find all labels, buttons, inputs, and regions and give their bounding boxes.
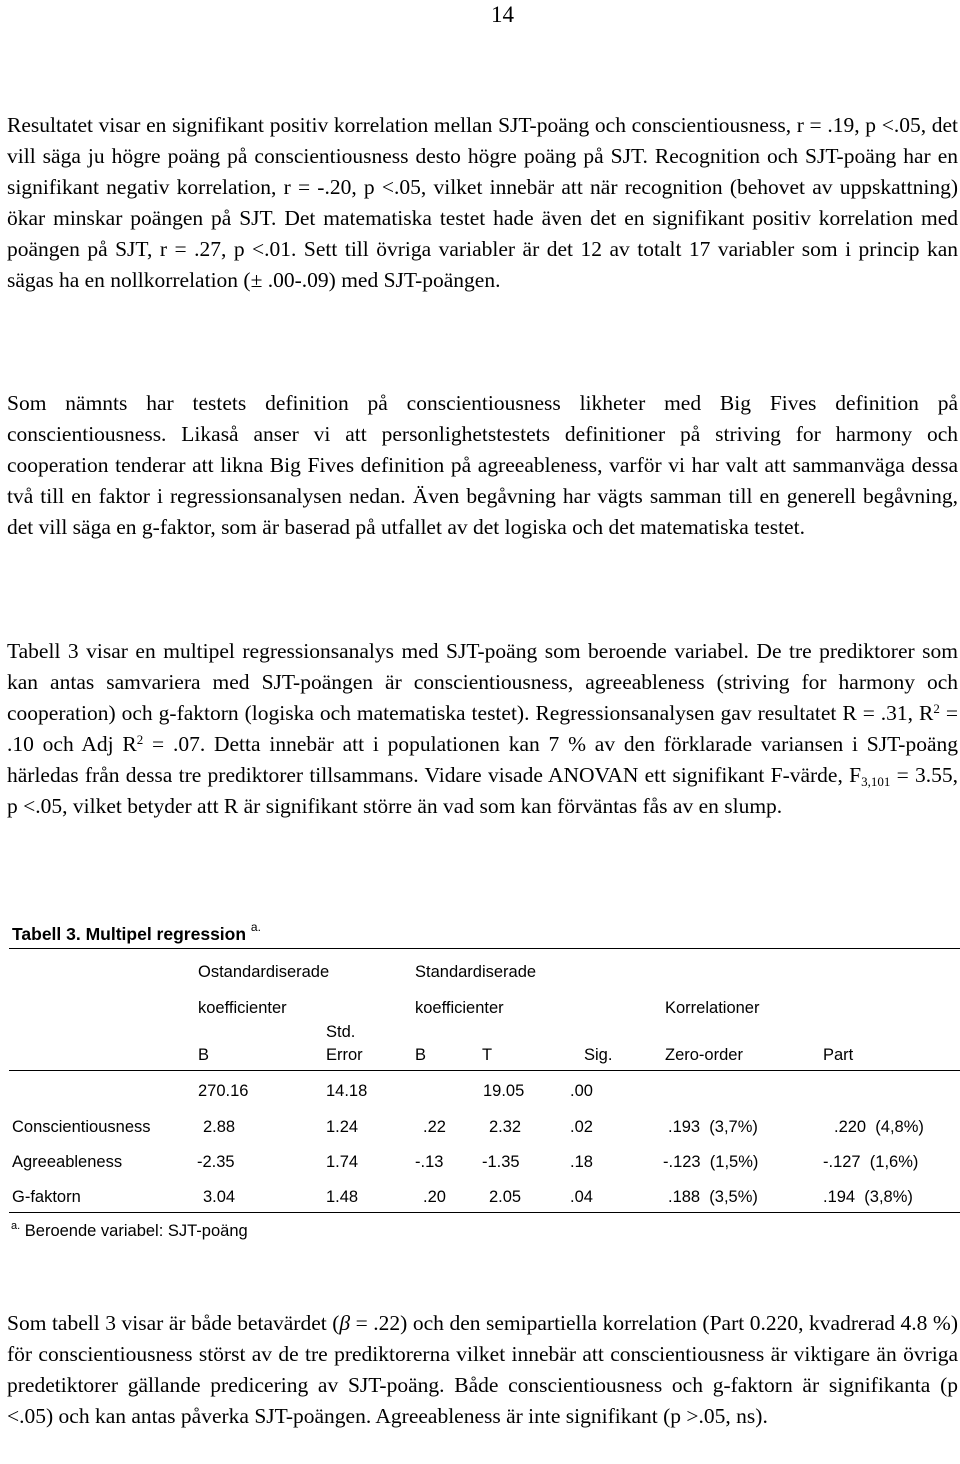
cell-part: .220 (4,8%) — [834, 1118, 924, 1136]
cell-sig: .04 — [570, 1188, 593, 1206]
table-bottom-rule — [9, 1212, 960, 1213]
cell-sig: .00 — [570, 1082, 593, 1100]
cell-b: 270.16 — [198, 1082, 249, 1100]
header-group-standardized: Standardiserade — [415, 963, 537, 981]
header-std-top: Std. — [326, 1023, 356, 1041]
header-t: T — [482, 1046, 493, 1064]
cell-beta: .20 — [423, 1188, 446, 1206]
cell-t: 2.05 — [489, 1188, 522, 1206]
header-group-correlations: Korrelationer — [665, 999, 760, 1017]
cell-zero-order: .193 (3,7%) — [668, 1118, 758, 1136]
cell-se: 1.74 — [326, 1153, 359, 1171]
cell-beta: .22 — [423, 1118, 446, 1136]
header-beta: B — [415, 1046, 427, 1064]
header-group-unstandardized: Ostandardiserade — [198, 963, 330, 981]
row-label: Agreeableness — [12, 1153, 123, 1171]
cell-sig: .18 — [570, 1153, 593, 1171]
paragraph-interpretation: Som tabell 3 visar är både betavärdet (β = .22) och den semipartiella korrelation (Part 0.220, kvadrerad 4.8 %) för conscientiousness störst av de tre prediktorerna vilket innebär att conscientiousness är viktigare än övriga predetiktorer gällande predicering av SJT-poäng. Både conscientiousness och g-faktorn är signifikanta (p <.05) och kan antas påverka SJT-poängen. Agreeableness är inte signifikant (p >.05, ns). — [7, 1311, 958, 1428]
cell-b: -2.35 — [197, 1153, 235, 1171]
header-group-standardized-sub: koefficienter — [415, 999, 504, 1017]
header-sig: Sig. — [584, 1046, 613, 1064]
table-footnote: $^{a.}$ Beroende variabel: SJT-poäng — [11, 1220, 248, 1240]
header-b: B — [198, 1046, 210, 1064]
header-part: Part — [823, 1046, 854, 1064]
paragraph-correlation-results: Resultatet visar en signifikant positiv korrelation mellan SJT-poäng och conscientiousness, r = .19, p <.05, det vill säga ju högre poäng på conscientiousness desto högre poäng på SJT. Recognition och SJT-poäng har en signifikant negativ korrelation, r = -.20, p <.05, vilket innebär att när recognition (behovet av uppskattning) ökar minskar poängen på SJT. Det matematiska testet hade även det en signifikant positiv korrelation med poängen på SJT, r = .27, p <.01. Sett till övriga variabler är det 12 av totalt 17 variabler som i princip kan sägas ha en nollkorrelation (± .00-.09) med SJT-poängen. — [7, 113, 958, 292]
cell-t: 2.32 — [489, 1118, 522, 1136]
page-number: 14 — [491, 2, 514, 27]
cell-zero-order: .188 (3,5%) — [668, 1188, 758, 1206]
table-header-rule — [9, 1070, 960, 1071]
paragraph-regression-summary: Tabell 3 visar en multipel regressionsanalys med SJT-poäng som beroende variabel. De tre prediktorer som kan antas samvariera med SJT-poängen är conscientiousness, agreeableness (striving for harmony och cooperation) och g-faktorn (logiska och matematiska testet). Regressionsanalysen gav resultatet R = .31, $R^2 = .10$ och Adj $R^2 = .07$. Detta innebär att i populationen kan 7 % av den förklarade variansen i SJT-poäng härledas från dessa tre prediktorer tillsammans. Vidare visade ANOVAN ett signifikant F-värde, $F_{3,101} = 3.55$, p <.05, vilket betyder att R är signifikant större än vad som kan förväntas fås av en slump. — [7, 639, 958, 818]
row-label: G-faktorn — [12, 1188, 81, 1206]
header-zero-order: Zero-order — [665, 1046, 743, 1064]
cell-part: .194 (3,8%) — [823, 1188, 913, 1206]
beta-symbol: β — [339, 1311, 351, 1335]
cell-beta: -.13 — [415, 1153, 444, 1171]
cell-sig: .02 — [570, 1118, 593, 1136]
cell-t: 19.05 — [483, 1082, 525, 1100]
header-group-unstandardized-sub: koefficienter — [198, 999, 287, 1017]
cell-se: 1.24 — [326, 1118, 359, 1136]
paragraph-factor-definitions: Som nämnts har testets definition på conscientiousness likheter med Big Fives definition på conscientiousness. Likaså anser vi att personlighetstestets definitioner på striving for harmony och cooperation tenderar att likna Big Fives definition på agreeableness, varför vi har valt att sammanväga dessa två till en faktor i regressionsanalysen nedan. Även begåvning har vägts samman till en generell begåvning, det vill säga en g-faktor, som är baserad på utfallet av det logiska och det matematiska testet. — [7, 391, 958, 539]
row-label: Conscientiousness — [12, 1118, 151, 1136]
header-error: Error — [326, 1046, 363, 1064]
cell-se: 1.48 — [326, 1188, 359, 1206]
cell-se: 14.18 — [326, 1082, 368, 1100]
table-title: Tabell 3. Multipel regression $^{a.}$ — [12, 920, 261, 944]
cell-b: 2.88 — [203, 1118, 236, 1136]
cell-t: -1.35 — [482, 1153, 520, 1171]
cell-part: -.127 (1,6%) — [823, 1153, 919, 1171]
table-top-rule — [9, 948, 960, 949]
cell-zero-order: -.123 (1,5%) — [663, 1153, 759, 1171]
cell-b: 3.04 — [203, 1188, 236, 1206]
